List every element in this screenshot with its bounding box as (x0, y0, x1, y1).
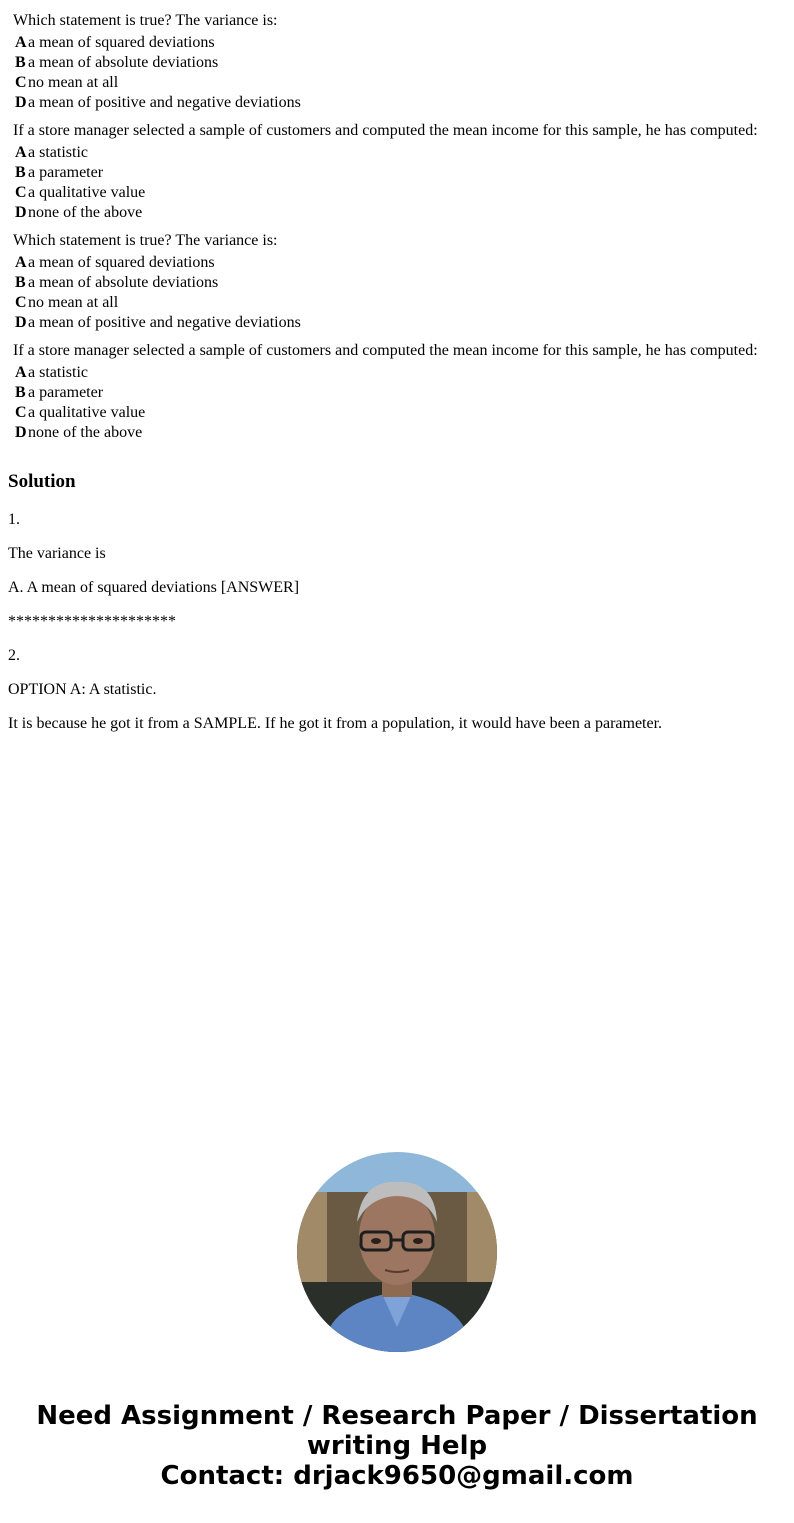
avatar (297, 1152, 497, 1352)
option-letter: D (15, 204, 27, 221)
promo-text (0, 1401, 794, 1491)
answer-option (13, 203, 788, 223)
option-text: none of the above (28, 204, 143, 221)
answer-option (13, 53, 788, 73)
answer-option (13, 383, 788, 403)
solution-answer: OPTION A: A statistic. (8, 681, 157, 698)
solution-line: 1. (8, 511, 20, 528)
option-text: a parameter (28, 384, 104, 401)
option-letter: A (15, 34, 27, 51)
promo-section (0, 1152, 794, 1491)
option-text: a parameter (28, 164, 104, 181)
question-block (13, 121, 788, 223)
option-letter: D (15, 424, 27, 441)
answer-option (13, 73, 788, 93)
option-letter: B (15, 274, 26, 291)
option-letter: A (15, 144, 27, 161)
option-letter: B (15, 384, 26, 401)
question-text: Which statement is true? The variance is: (13, 232, 278, 249)
option-text: a mean of positive and negative deviations (28, 94, 301, 111)
question-text: Which statement is true? The variance is: (13, 12, 278, 29)
option-text: a qualitative value (28, 184, 146, 201)
option-letter: C (15, 74, 27, 91)
option-letter: C (15, 404, 27, 421)
answer-option (13, 163, 788, 183)
option-text: a mean of absolute deviations (28, 274, 219, 291)
option-text: a statistic (28, 364, 88, 381)
answer-option (13, 293, 788, 313)
option-text: none of the above (28, 424, 143, 441)
option-text: no mean at all (28, 294, 119, 311)
answer-option (13, 253, 788, 273)
promo-line: writing Help (306, 1431, 488, 1461)
answer-option (13, 313, 788, 333)
option-letter: D (15, 94, 27, 111)
option-text: a mean of squared deviations (28, 254, 215, 271)
solution-section (8, 470, 788, 732)
option-text: a mean of positive and negative deviations (28, 314, 301, 331)
option-letter: B (15, 164, 26, 181)
option-text: a mean of squared deviations (28, 34, 215, 51)
solution-explanation: It is because he got it from a SAMPLE. If he got it from a population, it would have been a parameter. (8, 715, 663, 732)
option-letter: C (15, 184, 27, 201)
solution-line: 2. (8, 647, 20, 664)
question-text: If a store manager selected a sample of customers and computed the mean income for this sample, he has computed: (13, 122, 758, 139)
option-letter: B (15, 54, 26, 71)
option-letter: C (15, 294, 27, 311)
solution-answer: A. A mean of squared deviations [ANSWER] (8, 579, 300, 596)
question-block (13, 341, 788, 443)
option-letter: A (15, 254, 27, 271)
question-list (13, 11, 788, 451)
option-letter: D (15, 314, 27, 331)
solution-line: The variance is (8, 545, 106, 562)
solution-divider: ********************* (8, 613, 176, 630)
option-text: a mean of absolute deviations (28, 54, 219, 71)
answer-option (13, 183, 788, 203)
option-text: a qualitative value (28, 404, 146, 421)
answer-option (13, 403, 788, 423)
question-text: If a store manager selected a sample of customers and computed the mean income for this sample, he has computed: (13, 342, 758, 359)
promo-line: Need Assignment / Research Paper / Dissertation (36, 1401, 758, 1431)
option-text: a statistic (28, 144, 88, 161)
option-letter: A (15, 364, 27, 381)
answer-option (13, 143, 788, 163)
promo-contact: Contact: drjack9650@gmail.com (160, 1461, 634, 1491)
question-block (13, 231, 788, 333)
answer-option (13, 273, 788, 293)
answer-option (13, 93, 788, 113)
solution-heading: Solution (8, 471, 76, 492)
answer-option (13, 33, 788, 53)
answer-option (13, 363, 788, 383)
avatar-portrait (297, 1152, 497, 1352)
option-text: no mean at all (28, 74, 119, 91)
question-block (13, 11, 788, 113)
answer-option (13, 423, 788, 443)
